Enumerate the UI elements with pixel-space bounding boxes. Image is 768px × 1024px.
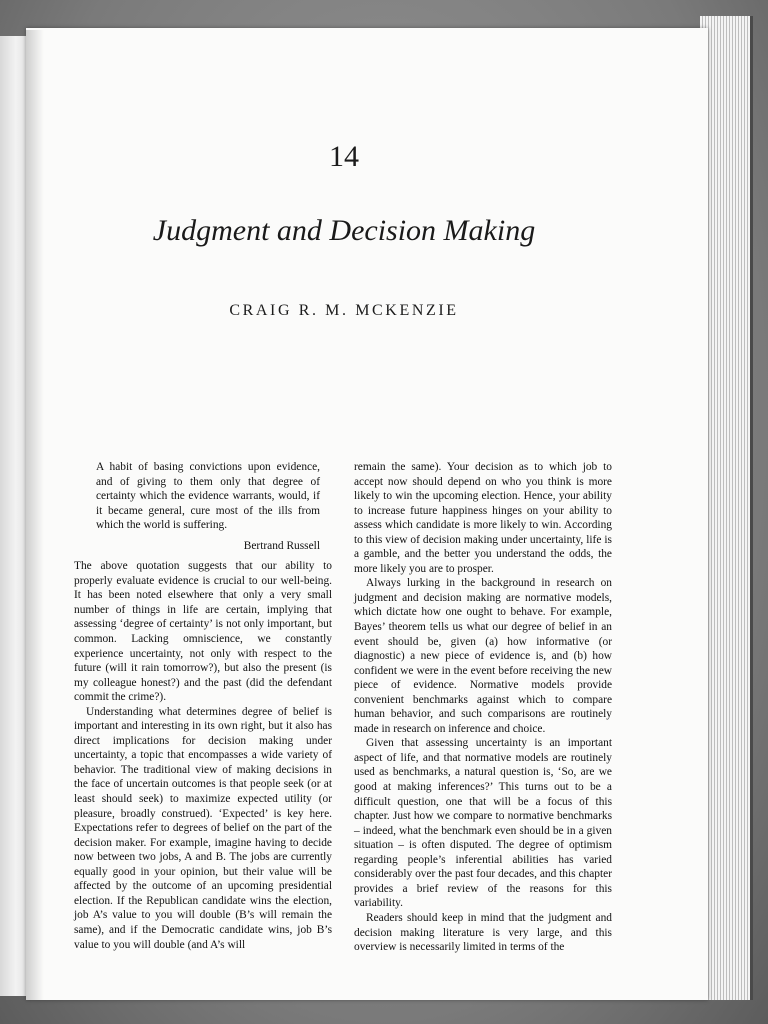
book-page — [26, 28, 708, 1000]
binding-shadow — [26, 30, 44, 1000]
epigraph-attribution: Bertrand Russell — [243, 539, 320, 552]
epigraph — [96, 460, 320, 553]
left-page-edge — [0, 36, 27, 996]
chapter-title: Judgment and Decision Making — [152, 214, 536, 247]
body-paragraph: The above quotation suggests that our ability to properly evaluate evidence is crucial to our well-being. It has been noted elsewhere that only a very small number of things in life are certain, implying that assessing ‘degree of certainty’ is not only important, but common. Lacking omniscience, we constantly experience uncertainty, not only with respect to the future (will it rain tomorrow?), but also the present (is my colleague honest?) and the past (did the defendant commit the crime?). — [74, 560, 332, 704]
body-paragraph: Always lurking in the background in research on judgment and decision making are normative models, which dictate how one ought to behave. For example, Bayes’ theorem tells us what our degree of belief in an event should be, given (a) how informative (or diagnostic) a new piece of evidence is, and (b) how confident we were in the event before receiving the new piece of evidence. Normative models provide convenient benchmarks against which to compare human behavior, and such comparisons are routinely made in research on inference and choice. — [354, 577, 612, 735]
chapter-number: 14 — [329, 140, 359, 173]
body-paragraph: remain the same). Your decision as to which job to accept now should depend on who you think is more likely to win the upcoming election. Hence, your ability to increase future happiness hinges on your ability to assess which candidate is more likely to win. According to this view of decision making under uncertainty, life is a gamble, and the better you understand the odds, the more likely you are to prosper. — [354, 461, 612, 575]
chapter-author: CRAIG R. M. MCKENZIE — [229, 302, 459, 319]
body-paragraph: Understanding what determines degree of belief is important and interesting in its own right, but it also has direct implications for decision making under uncertainty, a topic that encompasses a wide variety of behavior. The traditional view of making decisions in the face of uncertain outcomes is that people seek (or at least should seek) to maximize expected utility (or pleasure, broadly construed). ‘Expected’ is key here. Expectations refer to degrees of belief on the part of the decision maker. For example, imagine having to decide now between two jobs, A and B. The jobs are currently equally good in your opinion, but their value will be affected by the outcome of an upcoming presidential election. If the Republican candidate wins the election, job A’s value to you will double (B’s will remain the same), and if the Democratic candidate wins, job B’s value to you will double (and A’s will — [74, 705, 332, 951]
right-column — [354, 460, 612, 955]
body-paragraph: Given that assessing uncertainty is an important aspect of life, and that normative models are routinely used as benchmarks, a natural question is, ‘So, are we good at making inferences?’ This turns out to be a difficult question, one that will be a focus of this chapter. Just how we compare to normative benchmarks – indeed, what the benchmark even should be in a given situation – is often disputed. The degree of optimism regarding people’s inferential abilities has varied considerably over the past four decades, and this chapter provides a brief review of the reasons for this variability. — [354, 737, 612, 910]
body-paragraph: Readers should keep in mind that the judgment and decision making literature is very large, and this overview is necessarily limited in terms of the — [354, 911, 612, 954]
left-column — [74, 460, 332, 952]
epigraph-quote: A habit of basing convictions upon evidence, and of giving to them only that degree of certainty which the evidence warrants, would, if it became general, cure most of the ills from which the world is suffering. — [96, 461, 320, 532]
